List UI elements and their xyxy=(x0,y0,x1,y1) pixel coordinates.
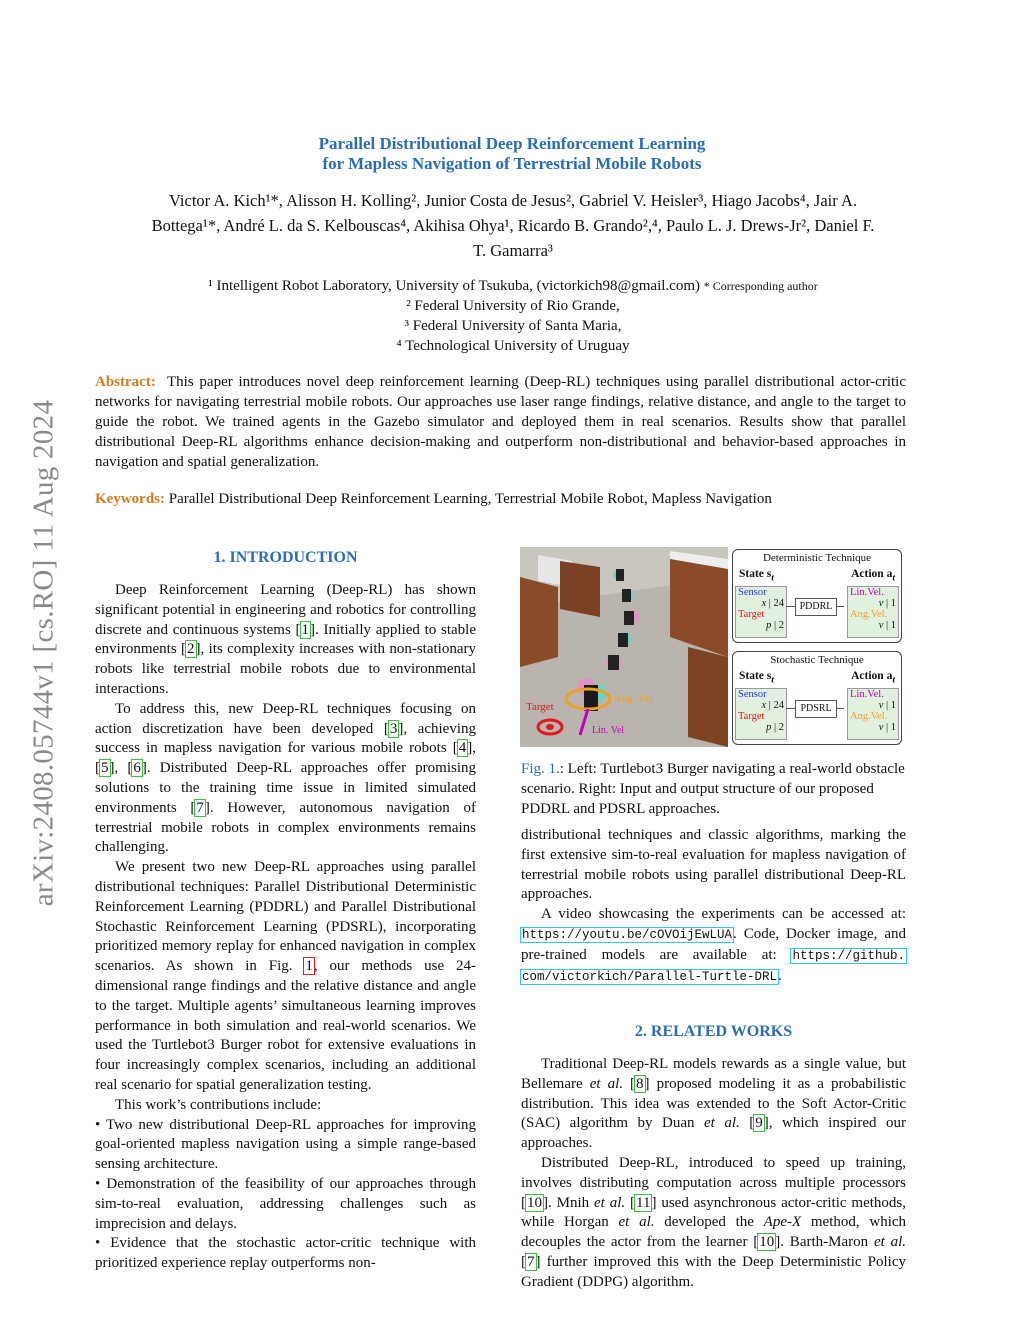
citation-link[interactable]: 9 xyxy=(755,1115,763,1132)
citation-link[interactable]: 4 xyxy=(458,740,467,757)
related-works-text xyxy=(521,1055,906,1293)
ang-vel-dim: v | 1 xyxy=(878,722,896,733)
lin-vel-label: Lin.Vel. xyxy=(850,587,884,598)
github-link[interactable]: https://github. xyxy=(792,948,905,963)
keywords-text: Parallel Distributional Deep Reinforcement Learning, Terrestrial Mobile Robot, Mapless Navigation xyxy=(168,491,772,507)
state-panel xyxy=(735,586,787,638)
state-panel xyxy=(735,688,787,740)
ang-vel-label: Ang.Vel. xyxy=(850,711,888,722)
intro-paragraph-4: This work’s contributions include: xyxy=(115,1096,322,1113)
ang-vel-dim: v | 1 xyxy=(878,620,896,631)
target-center xyxy=(546,724,554,730)
arrow-out xyxy=(836,708,844,709)
stochastic-technique-box xyxy=(732,651,902,745)
contribution-bullet-3: • Evidence that the stochastic actor-critic technique with prioritized experience replay outperforms non- xyxy=(95,1235,476,1272)
state-label: State $s_t$ xyxy=(739,670,774,686)
keywords xyxy=(95,489,906,509)
cabinet-right-2 xyxy=(688,647,728,747)
video-link[interactable]: https://youtu.be/cOVOijEwLUA xyxy=(522,927,733,942)
caption-label: Fig. 1. xyxy=(521,761,560,777)
contribution-bullet-1: • Two new distributional Deep-RL approaches for improving goal-oriented mapless navigation using a simple range-based sensing architecture. xyxy=(95,1116,476,1173)
abstract-text: This paper introduces novel deep reinforcement learning (Deep-RL) techniques using parallel distributional actor-critic networks for navigating terrestrial mobile robots. Our approaches use laser range findings, relative distance, and angle to the target to guide the robot. We trained agents in the Gazebo simulator and deployed them in real scenarios. Results show that parallel distributional Deep-RL algorithms enhance decision-making and outperform non-distributional and behavior-based approaches in navigation and spatial generalization. xyxy=(95,374,906,470)
robot-trace xyxy=(622,589,631,602)
affiliation-1 xyxy=(95,276,931,296)
abstract xyxy=(95,372,906,472)
related-paragraph-1: Traditional Deep-RL models rewards as a single value, but Bellemare et al. [8] proposed modeling it as a probabilistic distribution. This idea was extended to the Soft Actor-Critic (SAC) algorithm by Duan et al. [9], which inspired our approaches. xyxy=(521,1056,906,1152)
arrow-in xyxy=(786,708,795,709)
robot-trace xyxy=(608,655,619,670)
section-heading-introduction: 1. INTRODUCTION xyxy=(213,549,358,566)
sensor-dim: x | 24 xyxy=(761,598,784,609)
title-line-1: Parallel Distributional Deep Reinforcement Learning xyxy=(318,134,706,153)
intro-paragraph-1: Deep Reinforcement Learning (Deep-RL) has shown significant potential in engineering and robotics for controlling discrete and continuous systems [1]. Initially applied to stable environments [2], its complexity increases with non-stationary robots like terrestrial mobile robots due to environmental interactions. xyxy=(95,582,476,697)
right-column-top xyxy=(521,826,906,987)
target-dim: p | 2 xyxy=(766,722,784,733)
target-label: Target xyxy=(738,711,765,722)
photo-label-target: Target xyxy=(526,701,554,713)
photo-label-lin-vel: Lin. Vel xyxy=(592,725,625,736)
affiliation-4: ⁴ Technological University of Uruguay xyxy=(396,338,630,354)
pddrl-block: PDDRL xyxy=(795,598,837,616)
related-paragraph-2: Distributed Deep-RL, introduced to speed up training, involves distributing computation across multiple processors [10]. Mnih et al. [11] used asynchronous actor-critic methods, while Horgan et al. developed the Ape-X method, which decouples the actor from the learner [10]. Barth-Maron et al. [7] further improved this with the Deep Deterministic Policy Gradient (DDPG) algorithm. xyxy=(521,1154,907,1290)
left-column xyxy=(95,581,476,1274)
deterministic-technique-box xyxy=(732,549,902,643)
cabinet-left-2 xyxy=(560,561,600,617)
action-panel xyxy=(847,688,899,740)
deterministic-title: Deterministic Technique xyxy=(762,552,872,564)
action-label: Action $a_t$ xyxy=(851,670,895,686)
robot-trace xyxy=(618,633,628,647)
lin-vel-dim: v | 1 xyxy=(878,598,896,609)
citation-link[interactable]: 10 xyxy=(759,1234,775,1251)
authors-line-2: Bottega¹*, André L. da S. Kelbouscas⁴, Akihisa Ohya¹, Ricardo B. Grando²,⁴, Paulo L. J. Drews-Jr², Daniel F. xyxy=(151,216,875,235)
affiliation-2: ² Federal University of Rio Grande, xyxy=(406,298,620,314)
figure-1 xyxy=(520,547,906,747)
corresponding-note: * Corresponding author xyxy=(703,279,818,293)
citation-link[interactable]: 8 xyxy=(636,1075,644,1092)
citation-link[interactable]: 11 xyxy=(636,1194,651,1211)
citation-link[interactable]: 2 xyxy=(187,641,195,658)
contribution-bullet-2: • Demonstration of the feasibility of our approaches through sim-to-real evaluation, addressing challenges such as imprecision and delays. xyxy=(95,1175,476,1232)
photo-label-ang-vel: Ang. Vel xyxy=(614,693,653,705)
sensor-label: Sensor xyxy=(738,689,767,700)
action-panel xyxy=(847,586,899,638)
robot-trace xyxy=(616,569,624,581)
abstract-label: Abstract: xyxy=(95,374,156,390)
intro-paragraph-3: We present two new Deep-RL approaches using parallel distributional techniques: Parallel Distributional Deterministic Reinforcement Learning (PDDRL) and Parallel Distributional Stochastic Reinforcement Learning (PDSRL), incorporating prioritized memory replay for enhanced navigation in complex scenarios. As shown in Fig. 1, our methods use 24-dimensional range findings and the relative distance and angle to the target. Multiple agents’ simultaneous learning improves performance in both simulation and real-world scenarios. We used the Turtlebot3 Burger robot for extensive evaluations in four increasingly complex scenarios, including an additional real scenario for spatial generalization testing. xyxy=(95,859,476,1093)
action-label: Action $a_t$ xyxy=(851,568,895,584)
arxiv-sidebar xyxy=(24,348,64,958)
github-link-cont[interactable]: com/victorkich/Parallel-Turtle-DRL xyxy=(522,969,778,984)
sensor-dim: x | 24 xyxy=(761,700,784,711)
stochastic-title: Stochastic Technique xyxy=(770,654,864,666)
citation-link[interactable]: 6 xyxy=(133,760,141,777)
citation-link[interactable]: 7 xyxy=(527,1253,535,1270)
state-label: State $s_t$ xyxy=(739,568,774,584)
lin-vel-dim: v | 1 xyxy=(878,700,896,711)
citation-link[interactable]: 3 xyxy=(389,720,398,737)
target-dim: p | 2 xyxy=(766,620,784,631)
figure-1-caption xyxy=(521,760,906,819)
caption-text: : Left: Turtlebot3 Burger navigating a real-world obstacle scenario. Right: Input and output structure of our proposed PDDRL and PDSRL approaches. xyxy=(521,761,905,817)
pdsrl-block: PDSRL xyxy=(795,700,837,718)
citation-link[interactable]: 7 xyxy=(196,799,204,816)
author-list xyxy=(95,188,931,263)
authors-line-1: Victor A. Kich¹*, Alisson H. Kolling², Junior Costa de Jesus², Gabriel V. Heisler³, Hiago Jacobs⁴, Jair A. xyxy=(168,191,857,210)
lin-vel-label: Lin.Vel. xyxy=(850,689,884,700)
intro-paragraph-2: To address this, new Deep-RL techniques focusing on action discretization have been developed [3], achieving success in mapless navigation for various mobile robots [4], [5], [6]. Distributed Deep-RL approaches offer promising solutions to the training time issue in limited simulated environments [7]. However, autonomous navigation of terrestrial mobile robots in complex environments remains challenging. xyxy=(95,700,476,856)
affiliations xyxy=(95,276,931,356)
arxiv-id: arXiv:2408.05744v1 [cs.RO] 11 Aug 2024 xyxy=(27,399,60,907)
sensor-label: Sensor xyxy=(738,587,767,598)
citation-link[interactable]: 1 xyxy=(301,621,310,638)
robot-photo xyxy=(520,547,728,747)
title-line-2: for Mapless Navigation of Terrestrial Mobile Robots xyxy=(322,154,702,173)
paper-title xyxy=(0,134,1024,174)
figure-link[interactable]: 1 xyxy=(305,958,313,975)
arrow-in xyxy=(786,606,795,607)
target-label: Target xyxy=(738,609,765,620)
right-paragraph-2: A video showcasing the experiments can be accessed at: https://youtu.be/cOVOijEwLUA. Code, Docker image, and pre-trained models are available at: https://github. com/victorkich/Parallel-Turtle-DRL. xyxy=(521,906,906,984)
affiliation-1-text: ¹ Intelligent Robot Laboratory, University of Tsukuba, (victorkich98@gmail.com) xyxy=(208,278,700,294)
section-heading-related-works: 2. RELATED WORKS xyxy=(634,1023,793,1040)
citation-link[interactable]: 10 xyxy=(527,1194,542,1211)
authors-line-3: T. Gamarra³ xyxy=(473,241,553,260)
robot-trace xyxy=(624,611,634,625)
arrow-out xyxy=(836,606,844,607)
cabinet-left xyxy=(520,577,558,667)
affiliation-3: ³ Federal University of Santa Maria, xyxy=(404,318,622,334)
citation-link[interactable]: 5 xyxy=(101,760,109,777)
ang-vel-label: Ang.Vel. xyxy=(850,609,888,620)
right-paragraph-1: distributional techniques and classic algorithms, marking the first extensive sim-to-real evaluation for mapless navigation of terrestrial mobile robots using parallel distributional Deep-RL approaches. xyxy=(521,827,906,903)
keywords-label: Keywords: xyxy=(95,491,165,507)
